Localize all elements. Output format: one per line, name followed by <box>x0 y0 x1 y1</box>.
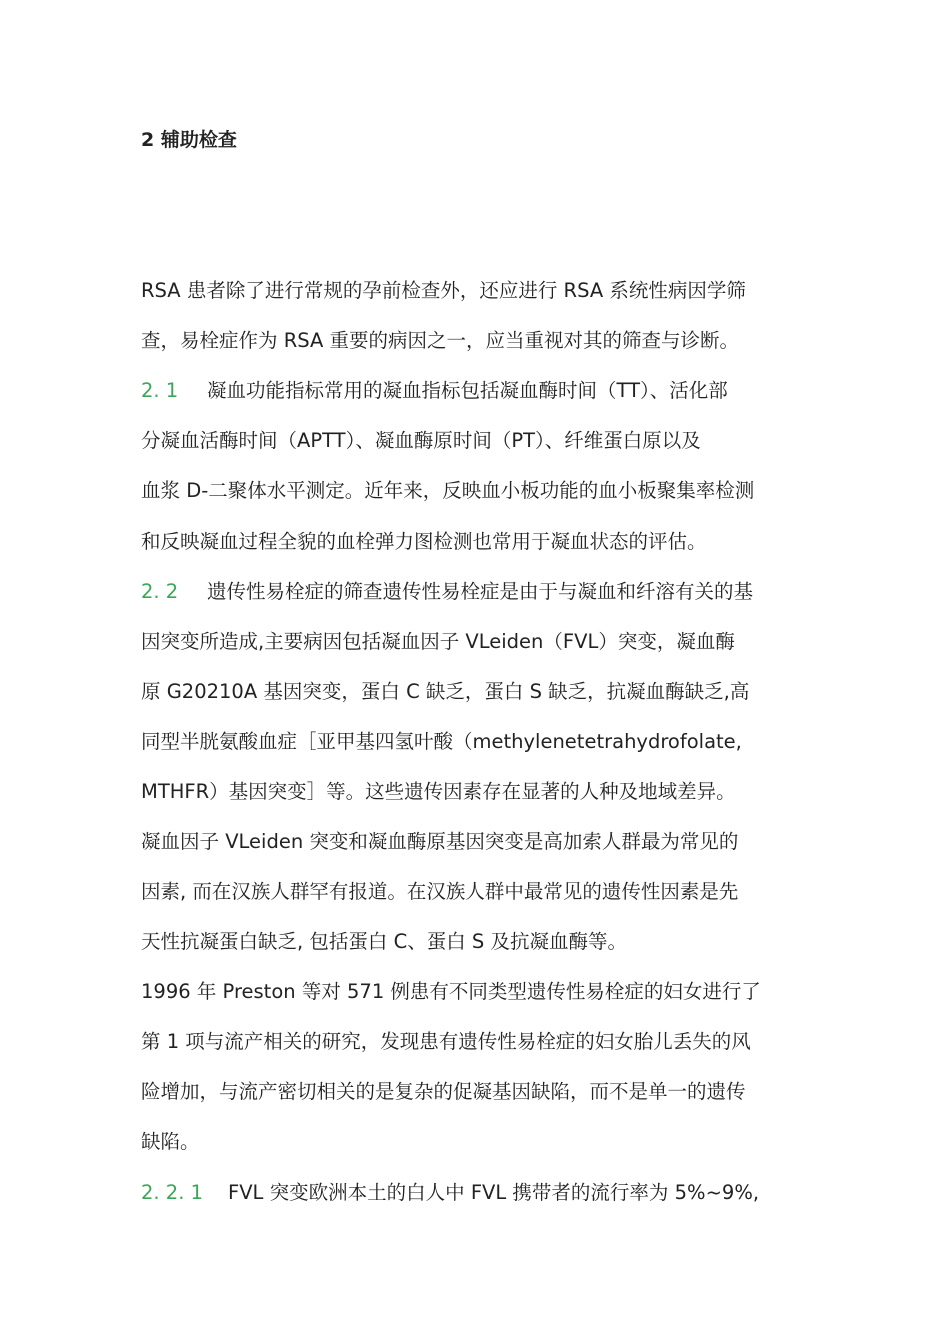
paragraph-line: 分凝血活酶时间（APTT）、凝血酶原时间（PT）、纤维蛋白原以及 <box>141 429 701 452</box>
paragraph-line: RSA 患者除了进行常规的孕前检查外，还应进行 RSA 系统性病因学筛 <box>141 279 746 302</box>
paragraph-line: 和反映凝血过程全貌的血栓弹力图检测也常用于凝血状态的评估。 <box>141 530 707 553</box>
paragraph-line: 2. 2. 1 FVL 突变欧洲本土的白人中 FVL 携带者的流行率为 5%~9%, <box>141 1178 759 1208</box>
paragraph-line: MTHFR）基因突变］等。这些遗传因素存在显著的人种及地域差异。 <box>141 780 736 803</box>
paragraph-line: 2. 2 遗传性易栓症的筛查遗传性易栓症是由于与凝血和纤溶有关的基 <box>141 577 753 607</box>
section-number: 2. 1 <box>141 379 179 402</box>
paragraph-line: 2. 1 凝血功能指标常用的凝血指标包括凝血酶时间（TT）、活化部 <box>141 376 728 406</box>
paragraph-line: 查，易栓症作为 RSA 重要的病因之一，应当重视对其的筛查与诊断。 <box>141 329 740 352</box>
paragraph-line: 同型半胱氨酸血症［亚甲基四氢叶酸（methylenetetrahydrofolate, <box>141 730 742 753</box>
paragraph-line: 原 G20210A 基因突变，蛋白 C 缺乏，蛋白 S 缺乏，抗凝血酶缺乏,高 <box>141 680 750 703</box>
paragraph-line: 血浆 D-二聚体水平测定。近年来，反映血小板功能的血小板聚集率检测 <box>141 479 755 502</box>
section-heading: 2 辅助检查 <box>141 129 237 151</box>
paragraph-line: 第 1 项与流产相关的研究，发现患有遗传性易栓症的妇女胎儿丢失的风 <box>141 1030 751 1053</box>
paragraph-line: 险增加，与流产密切相关的是复杂的促凝基因缺陷，而不是单一的遗传 <box>141 1080 746 1103</box>
paragraph-line: 缺陷。 <box>141 1130 200 1153</box>
paragraph-line: 天性抗凝蛋白缺乏, 包括蛋白 C、蛋白 S 及抗凝血酶等。 <box>141 930 627 953</box>
paragraph-line: 因素, 而在汉族人群罕有报道。在汉族人群中最常见的遗传性因素是先 <box>141 880 739 903</box>
paragraph-line: 凝血因子 VLeiden 突变和凝血酶原基因突变是高加索人群最为常见的 <box>141 830 739 853</box>
paragraph-line: 因突变所造成,主要病因包括凝血因子 VLeiden（FVL）突变，凝血酶 <box>141 630 735 653</box>
paragraph-line: 1996 年 Preston 等对 571 例患有不同类型遗传性易栓症的妇女进行了 <box>141 980 761 1003</box>
section-number: 2. 2. 1 <box>141 1181 204 1204</box>
section-number: 2. 2 <box>141 580 179 603</box>
